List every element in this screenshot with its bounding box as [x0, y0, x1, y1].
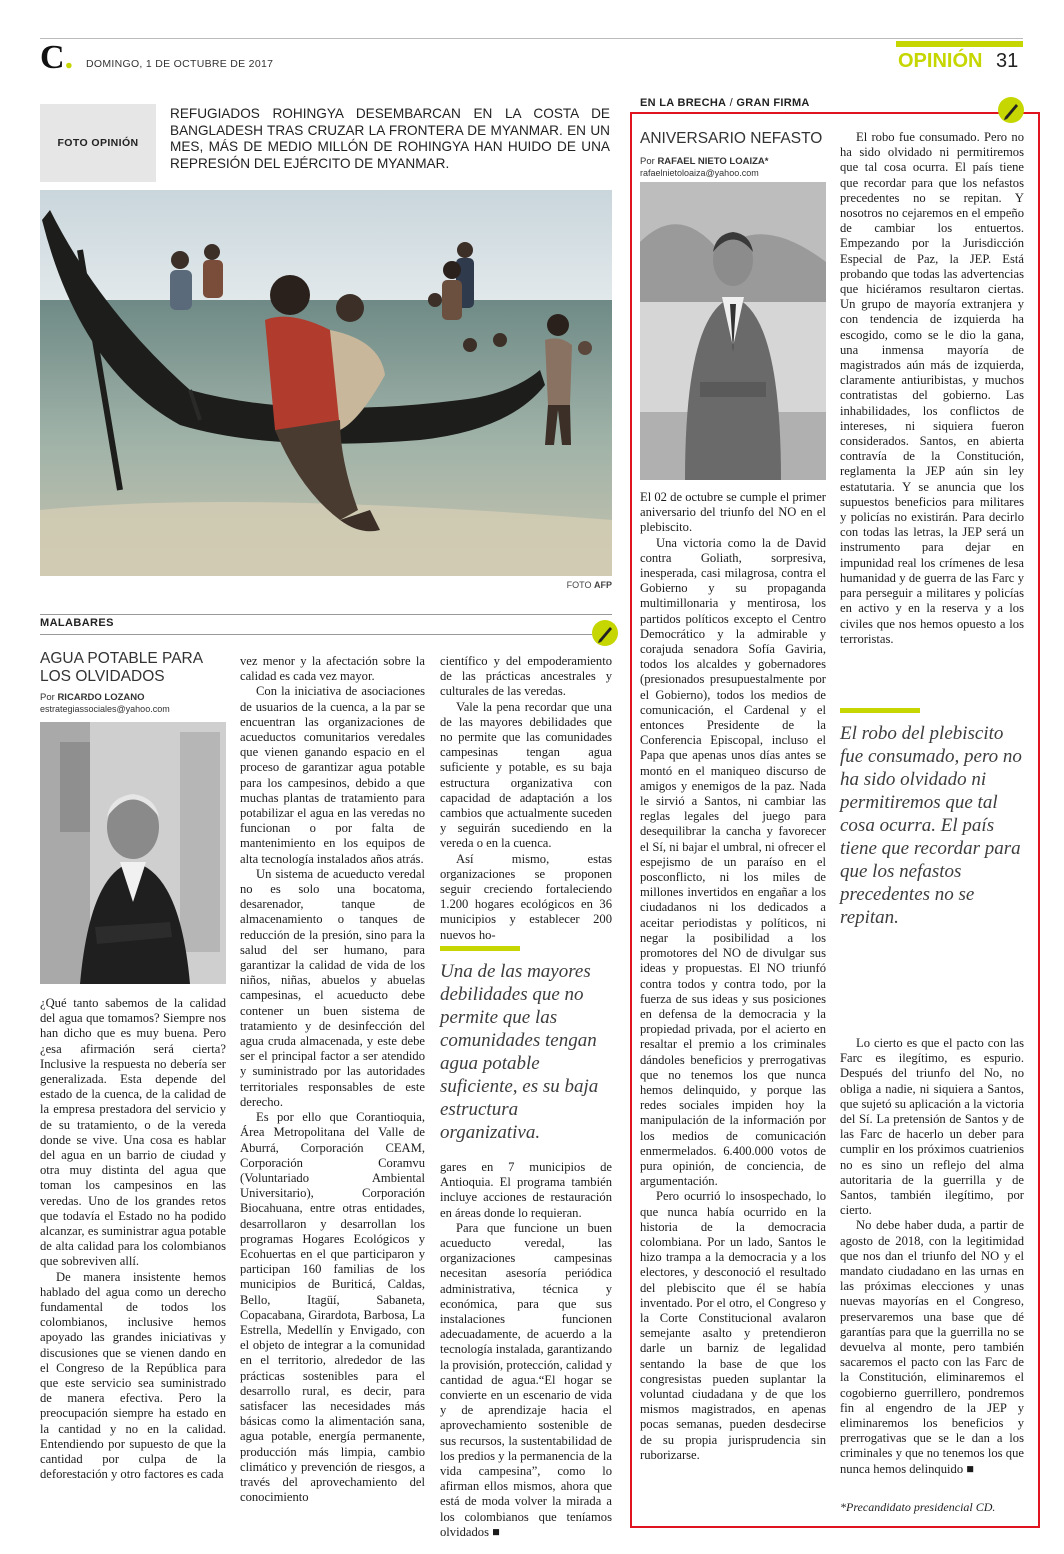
malabares-col1	[40, 996, 226, 1483]
brecha-footnote: *Precandidato presidencial CD.	[840, 1500, 996, 1514]
foto-opinion-caption: REFUGIADOS ROHINGYA DESEMBARCAN EN LA COSTA DE BANGLADESH TRAS CRUZAR LA FRONTERA DE MYANMAR. EN UN MES, MÁS DE MEDIO MILLÓN DE ROHINGYA HAN HUIDO DE UNA REPRESIÓN DEL EJÉRCITO DE MYANMAR.	[170, 106, 610, 171]
malabares-col2	[240, 654, 425, 1505]
byline-prefix: Por	[640, 156, 655, 167]
paragraph: No debe haber duda, a partir de agosto de 2018, con la legitimidad que nos dan el triunfo del NO y el mandato ciudadano en las urnas en las próximas elecciones y unas nuevas mayorías en el Congreso, preservaremos una base que dé garantías para que la guerrilla no se devuelva al monte, pero también sacaremos el pacto con las Farc de la Constitución, eliminaremos el cogobierno guerrillero, pondremos fin al engendro de la JEP y eliminaremos los beneficios y prerrogativas que se le dan a los criminales y que no tenemos los que nunca hemos delinquido ■	[840, 1218, 1024, 1476]
paragraph: Lo cierto es que el pacto con las Farc es ilegítimo, es espurio. Después del triunfo del No, no obliga a nadie, ni siquiera a Santos, que sujetó su aplicación a la victoria del Sí. La pretensión de Santos y de las Farc de hacerlo un deber para cumplir en los próximos cuatrienios no es sino un reflejo del alma autoritaria de la guerrilla y de Santos, también ilegítimo, por cierto.	[840, 1036, 1024, 1218]
paragraph: Un sistema de acueducto veredal no es solo una bocatoma, desarenador, tanque de almacenamiento o tanques de reducción de la presión, sino para la salud del ser humano, para garantizar la calidad de vida de los niños, niñas, abuelos y abuelas campesinas, el acueducto debe contener un buen sistema de tratamiento y de desinfección del agua cruda almacenada, y este debe ser el principal factor a ser atendido y suministrado por las autoridades territoriales responsables de este derecho.	[240, 866, 425, 1109]
logo-letter: C	[40, 39, 65, 76]
brecha-byline	[640, 156, 768, 167]
brecha-col2-top	[840, 130, 1024, 647]
logo-dot: .	[64, 39, 74, 76]
paragraph: Con la iniciativa de asociaciones de usuarios de la cuenca, a la par se encuentran las organizaciones de acueductos comunitarios veredales que vienen ganando espacio en el proceso de garantizar agua potable para los campesinos, debido a que muchas plantas de tratamiento para potabilizar el agua en las veredas no funcionan o por falta de mantenimiento en los equipos de alta tecnología instalados años atrás.	[240, 684, 425, 866]
malabares-email: estrategiassociales@yahoo.com	[40, 704, 170, 714]
paragraph: Vale la pena recordar que una de las mayores debilidades que no permite que las comunidades campesinas tengan agua suficiente y potable, es su baja estructura organizativa con capacidad de adaptación a los cambios que actualmente suceden y seguirán sucediendo en la vereda o en la cuenca.	[440, 699, 612, 851]
paragraph: Una victoria como la de David contra Goliath, sorpresiva, inesperada, casi milagrosa, contra el Gobierno y su propaganda multimillonaria y mentirosa, los partidos políticos excepto el Centro Democrático y la admirable y corajuda senadora Sofía Gaviria, todos los alcaldes y gobernadores (presionados presupuestalmente por el Gobierno), todos los medios de comunicación, el Cardenal y el entonces Presidente de la Conferencia Episcopal, incluso el Papa que apenas unos días antes se montó en el maniqueo discurso de amigos y enemigos de la paz. Nada le sirvió a Santos, ni cambiar las reglas legales del juego para desequilibrar la cancha y favorecer el Sí, ni bajar el umbral, ni ofrecer el espejismo de un paraíso en el posconflicto, ni los miles de millones invertidos en engañar a los ciudadanos ni los dedicados a aceitar periodistas y políticos, ni negar la posibilidad a los promotores del NO de divulgar sus ideas y propuestas. El NO triunfó contra todos y contra todo, por la fuerza de sus ideas y sus posiciones en defensa de la democracia y la propiedad privada, por el acierto en resaltar el premio a los criminales dándoles beneficios y prerrogativas que no tenemos los que nunca hemos delinquido, y porque las redes sociales impiden hoy la manipulación de la información por los medios de comunicación enmermelados. 6.400.000 votos de pura opinión, de conciencia, de argumentación.	[640, 535, 826, 1189]
section-separator: /	[729, 97, 734, 109]
paragraph: De manera insistente hemos hablado del agua como un derecho fundamental de todos los colombianos, inclusive hemos apoyado las grandes iniciativas y discusiones que se vienen dando en el Congreso de la República para que este servicio sea suministrado de manera efectiva. Pero la preocupación siempre ha estado en la cantidad y no en la calidad. Entendiendo por supuesto de que la cantidad por culpa de la deforestación y otro factores es cada	[40, 1269, 226, 1482]
byline-author: RAFAEL NIETO LOAIZA*	[657, 156, 769, 167]
brecha-col1	[640, 490, 826, 1463]
section-gran-firma: GRAN FIRMA	[736, 97, 810, 109]
photo-credit-prefix: FOTO	[566, 580, 592, 590]
paragraph: Así mismo, estas organizaciones se proponen seguir creciendo fortaleciendo 1.200 hogares ecológicos en 36 municipios y establecer 200 nuevos ho-	[440, 851, 612, 942]
paragraph: científico y del empoderamiento de las prácticas ancestrales y culturales de las veredas.	[440, 654, 612, 699]
section-opinion	[896, 41, 1023, 77]
page-number: 31	[996, 50, 1019, 72]
pen-icon	[591, 619, 619, 647]
section-accent-bar	[896, 41, 1023, 47]
brecha-section-label	[640, 97, 810, 109]
rohingya-photo	[40, 190, 612, 576]
photo-credit-agency: AFP	[594, 580, 612, 590]
rafael-nieto-photo	[640, 182, 826, 480]
paragraph: El 02 de octubre se cumple el primer aniversario del triunfo del NO en el plebiscito.	[640, 490, 826, 535]
pull-quote-accent	[440, 946, 520, 951]
brecha-col2-bottom	[840, 1036, 1024, 1477]
paragraph: vez menor y la afectación sobre la calidad es cada vez mayor.	[240, 654, 425, 684]
paragraph: ¿Qué tanto sabemos de la calidad del agua que tomamos? Siempre nos han dicho que es muy buena. Pero ¿esa afirmación será cierta? Inclusive la respuesta no debería ser generalizada. Esta depende del estado de la cuenca, de la calidad de la empresa prestadora del servicio y de su tratamiento, o de la vereda donde se vive. Una cosa es hablar del agua en un barrio de ciudad y otra muy distinta del agua que toman los campesinos en las veredas. Uno de los grandes retos que todavía el Estado no ha podido alcanzar, es suministrar agua potable de alta calidad para los colombianos que sobreviven allí.	[40, 996, 226, 1269]
malabares-pull-quote: Una de las mayores debilidades que no permite que las comunidades tengan agua potable suficiente, es su baja estructura organizativa.	[440, 961, 599, 1143]
byline-prefix: Por	[40, 692, 55, 703]
pull-quote-accent	[840, 708, 920, 713]
photo-credit	[520, 580, 612, 590]
rohingya-photo-illustration	[40, 190, 612, 576]
paragraph: gares en 7 municipios de Antioquia. El programa también incluye acciones de restauración en áreas donde lo requieran.	[440, 1160, 612, 1220]
newspaper-logo	[40, 38, 73, 78]
malabares-col3-top	[440, 654, 612, 943]
paragraph: Para que funcione un buen acueducto veredal, las organizaciones campesinas necesitan asesoría periódica administrativa, técnica y económica, para que sus instalaciones funcionen adecuadamente, de acuerdo a la tecnología instalada, garantizando la provisión, protección, calidad y cantidad de agua.“El hogar se convierte en un escenario de vida y de aprendizaje hacia el aprovechamiento sostenible de sus recursos, la sustentabilidad de los predios y la permanencia de la vida campesina”, como lo afirman ellos mismos, ahora que está de moda volver la mirada a los colombianos que teníamos olvidados ■	[440, 1220, 612, 1539]
brecha-pull-quote: El robo del plebiscito fue consumado, pero no ha sido olvidado ni permitiremos que tal cosa ocurra. El país tiene que recordar para que los nefastos precedentes no se repitan.	[840, 723, 1022, 928]
paragraph: Pero ocurrió lo insospechado, lo que nunca había ocurrido en la historia de la democracia colombiana. Por un lado, Santos le hizo trampa a la democracia y a los electores, y desconoció el resultado del plebiscito que él se había inventado. Por el otro, el Congreso y la Corte Constitucional avalaron semejante asalto y pretendieron darle un barniz de legalidad sentando la base de que los congresistas pueden suplantar la voluntad ciudadana y de que los mismos magistrados, en apenas pocas semanas, pueden desdecirse de su propia jurisprudencia sin ruborizarse.	[640, 1189, 826, 1462]
ricardo-lozano-photo	[40, 722, 226, 984]
byline-author: RICARDO LOZANO	[57, 692, 145, 703]
paragraph: El robo fue consumado. Pero no ha sido olvidado ni permitiremos que tal cosa ocurra. El país tiene que recordar para que los nefastos precedentes no se repitan. Y nosotros no cejaremos en el empeño de cambiar los entuertos. Empezando por la Jurisdicción Especial de Paz, la JEP. Está probando que todas las advertencias que hiciéramos resultaron ciertas. Un grupo de mayoría extranjera y con tendencia de izquierda ha escogido, como se le dio la gana, una inmensa mayoría de magistrados aún más de izquierda, claramente antiuribistas, y muchos contratistas del gobierno. Las inhabilidades, los conflictos de intereses, ni siquiera fueron considerados. Santos, en abierta contravía de la Constitución, reglamenta la JEP aún sin ley estatutaria. Y se anuncia que los supuestos beneficios para militares y policías no existirán. Para decirlo con todas las letras, la JEP será un instrumento para dejar en impunidad real los crímenes de lesa humanidad y de guerra de las Farc y para perseguir a militares y policías en activo y en la reserva y a los civiles que nos hemos opuesto a los terroristas.	[840, 130, 1024, 646]
edition-date: DOMINGO, 1 DE OCTUBRE DE 2017	[86, 58, 274, 70]
pen-icon	[997, 96, 1025, 124]
author-portrait-illustration	[640, 182, 826, 480]
author-portrait-illustration	[40, 722, 226, 984]
malabares-byline	[40, 692, 145, 703]
section-title: OPINIÓN	[898, 50, 983, 72]
malabares-title: AGUA POTABLE PARA LOS OLVIDADOS	[40, 650, 203, 685]
paragraph: Es por ello que Corantioquia, Área Metropolitana del Valle de Aburrá, Corporación CEAM, Corporación Coramvu (Voluntariado Ambiental Universitario), Corporación Biocahuana, entre otras entidades, desarrollaron y desarrollan los programas Hogares Ecológicos y Ecohuertas en el que participaron y participan 160 familias de los municipios de Buriticá, Caldas, Bello, Itagüí, Sabaneta, Copacabana, Girardota, Barbosa, La Estrella, Medellín y Envigado, con el objeto de integrar a la comunidad en el territorio, alrededor de las prácticas sostenibles para el desarrollo rural, es decir, para satisfacer las necesidades más básicas como la alimentación sana, agua potable, energía permanente, producción más limpia, cambio climático y prevención de riesgos, a través del aprovechamiento del conocimiento	[240, 1110, 425, 1505]
malabares-col3-bottom	[440, 1160, 612, 1540]
brecha-title: ANIVERSARIO NEFASTO	[640, 130, 823, 147]
section-en-la-brecha: EN LA BRECHA	[640, 97, 727, 109]
foto-opinion-label: FOTO OPINIÓN	[40, 104, 156, 182]
brecha-email: rafaelnietoloaiza@yahoo.com	[640, 168, 759, 178]
malabares-section-label: MALABARES	[40, 617, 114, 629]
